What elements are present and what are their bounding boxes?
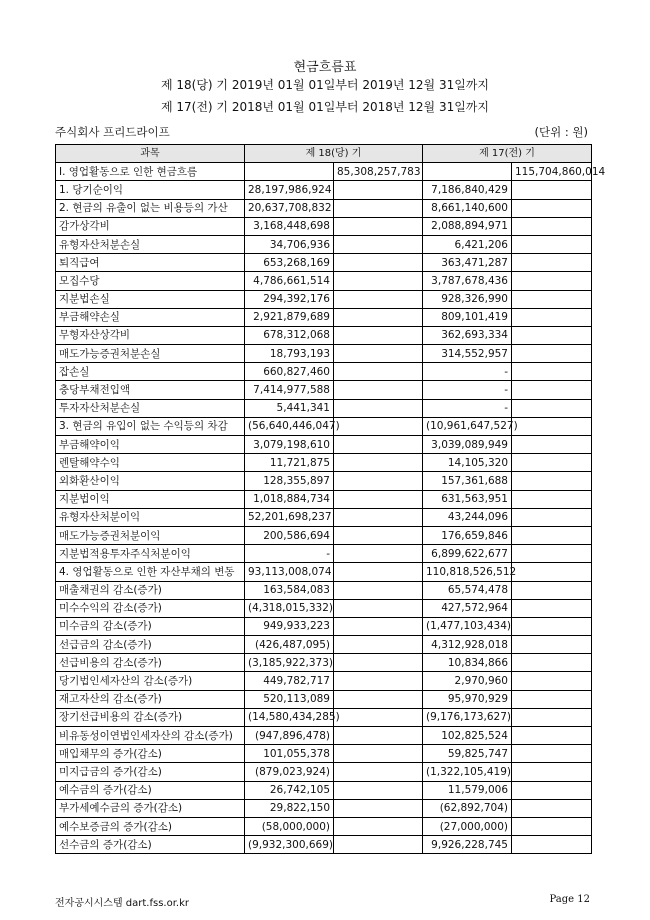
- row-label: Ⅰ. 영업활동으로 인한 현금흐름: [56, 163, 245, 181]
- prior-total-cell: [512, 508, 592, 526]
- current-total-cell: [334, 526, 423, 544]
- prior-detail-cell: 176,659,846: [423, 526, 512, 544]
- current-total-cell: [334, 745, 423, 763]
- prior-total-cell: [512, 345, 592, 363]
- table-row: [56, 727, 592, 745]
- current-total-cell: [334, 472, 423, 490]
- prior-detail-cell: 6,899,622,677: [423, 545, 512, 563]
- prior-total-cell: [512, 672, 592, 690]
- prior-total-cell: [512, 763, 592, 781]
- current-total-cell: [334, 181, 423, 199]
- prior-detail-cell: (10,961,647,527): [423, 417, 512, 435]
- table-row: [56, 417, 592, 435]
- current-detail-cell: 3,168,448,698: [245, 217, 334, 235]
- table-row: [56, 508, 592, 526]
- current-total-cell: [334, 690, 423, 708]
- prior-total-cell: [512, 799, 592, 817]
- prior-detail-cell: 362,693,334: [423, 326, 512, 344]
- prior-detail-cell: 6,421,206: [423, 235, 512, 253]
- current-total-cell: [334, 399, 423, 417]
- current-total-cell: [334, 345, 423, 363]
- current-detail-cell: 949,933,223: [245, 617, 334, 635]
- table-row: [56, 599, 592, 617]
- row-label: 지분법적용투자주식처분이익: [56, 545, 245, 563]
- prior-total-cell: [512, 617, 592, 635]
- prior-total-cell: [512, 781, 592, 799]
- table-row: [56, 654, 592, 672]
- prior-total-cell: [512, 581, 592, 599]
- table-row: [56, 672, 592, 690]
- header-current: 제 18(당) 기: [245, 145, 423, 163]
- table-row: [56, 363, 592, 381]
- current-detail-cell: 3,079,198,610: [245, 436, 334, 454]
- table-row: [56, 181, 592, 199]
- table-row: [56, 581, 592, 599]
- table-row: [56, 745, 592, 763]
- prior-detail-cell: (62,892,704): [423, 799, 512, 817]
- prior-total-cell: [512, 181, 592, 199]
- table-row: [56, 199, 592, 217]
- current-total-cell: [334, 490, 423, 508]
- row-label: 부가세예수금의 증가(감소): [56, 799, 245, 817]
- table-row: [56, 690, 592, 708]
- row-label: 감가상각비: [56, 217, 245, 235]
- prior-total-cell: [512, 308, 592, 326]
- current-detail-cell: 28,197,986,924: [245, 181, 334, 199]
- current-detail-cell: 18,793,193: [245, 345, 334, 363]
- current-detail-cell: 1,018,884,734: [245, 490, 334, 508]
- current-total-cell: [334, 708, 423, 726]
- current-detail-cell: 200,586,694: [245, 526, 334, 544]
- current-detail-cell: [245, 163, 334, 181]
- current-detail-cell: 5,441,341: [245, 399, 334, 417]
- table-row: [56, 308, 592, 326]
- current-total-cell: [334, 272, 423, 290]
- current-total-cell: [334, 781, 423, 799]
- prior-detail-cell: [423, 163, 512, 181]
- current-total-cell: [334, 563, 423, 581]
- table-header-row: [56, 145, 592, 163]
- current-total-cell: [334, 381, 423, 399]
- table-row: [56, 290, 592, 308]
- prior-total-cell: [512, 690, 592, 708]
- current-detail-cell: 653,268,169: [245, 254, 334, 272]
- table-row: [56, 472, 592, 490]
- table-row: [56, 563, 592, 581]
- prior-total-cell: [512, 817, 592, 835]
- prior-detail-cell: 95,970,929: [423, 690, 512, 708]
- table-row: [56, 817, 592, 835]
- prior-detail-cell: 11,579,006: [423, 781, 512, 799]
- prior-detail-cell: -: [423, 363, 512, 381]
- current-total-cell: [334, 727, 423, 745]
- table-row: [56, 345, 592, 363]
- footer-source: 전자공시시스템 dart.fss.or.kr: [55, 898, 189, 909]
- current-total-cell: [334, 617, 423, 635]
- header-prior: 제 17(전) 기: [423, 145, 592, 163]
- footer-page-number: Page 12: [549, 894, 590, 905]
- current-total-cell: [334, 235, 423, 253]
- row-label: 매도가능증권처분손실: [56, 345, 245, 363]
- current-detail-cell: -: [245, 545, 334, 563]
- table-body: [56, 163, 606, 854]
- prior-total-cell: [512, 254, 592, 272]
- table-row: [56, 836, 592, 854]
- row-label: 부금해약손실: [56, 308, 245, 326]
- prior-detail-cell: 59,825,747: [423, 745, 512, 763]
- current-detail-cell: 93,113,008,074: [245, 563, 334, 581]
- statement-title: 현금흐름표: [293, 60, 357, 75]
- current-detail-cell: 294,392,176: [245, 290, 334, 308]
- row-label: 매도가능증권처분이익: [56, 526, 245, 544]
- prior-detail-cell: 110,818,526,512: [423, 563, 512, 581]
- current-detail-cell: 520,113,089: [245, 690, 334, 708]
- prior-detail-cell: 157,361,688: [423, 472, 512, 490]
- prior-total-cell: 115,704,860,014: [512, 163, 592, 181]
- current-total-cell: [334, 817, 423, 835]
- prior-detail-cell: 631,563,951: [423, 490, 512, 508]
- prior-detail-cell: (1,477,103,434): [423, 617, 512, 635]
- row-label: 잡손실: [56, 363, 245, 381]
- row-label: 매출채권의 감소(증가): [56, 581, 245, 599]
- prior-total-cell: [512, 381, 592, 399]
- table-row: [56, 636, 592, 654]
- current-total-cell: [334, 199, 423, 217]
- table-row: [56, 272, 592, 290]
- current-total-cell: [334, 672, 423, 690]
- table-row: [56, 217, 592, 235]
- prior-total-cell: [512, 545, 592, 563]
- current-total-cell: [334, 436, 423, 454]
- table-row: [56, 235, 592, 253]
- prior-total-cell: [512, 472, 592, 490]
- current-total-cell: 85,308,257,783: [334, 163, 423, 181]
- current-total-cell: [334, 636, 423, 654]
- current-detail-cell: (879,023,924): [245, 763, 334, 781]
- prior-detail-cell: 314,552,957: [423, 345, 512, 363]
- prior-detail-cell: 427,572,964: [423, 599, 512, 617]
- current-detail-cell: (947,896,478): [245, 727, 334, 745]
- current-total-cell: [334, 308, 423, 326]
- period-current: 제 18(당) 기 2019년 01월 01일부터 2019년 12월 31일까지: [160, 78, 489, 92]
- table-row: [56, 326, 592, 344]
- table-row: [56, 381, 592, 399]
- row-label: 외화환산이익: [56, 472, 245, 490]
- table-row: [56, 708, 592, 726]
- prior-detail-cell: 4,312,928,018: [423, 636, 512, 654]
- current-detail-cell: 128,355,897: [245, 472, 334, 490]
- row-label: 선수금의 증가(감소): [56, 836, 245, 854]
- row-label: 선급비용의 감소(증가): [56, 654, 245, 672]
- prior-detail-cell: 2,970,960: [423, 672, 512, 690]
- current-total-cell: [334, 836, 423, 854]
- prior-total-cell: [512, 654, 592, 672]
- current-total-cell: [334, 217, 423, 235]
- row-label: 예수금의 증가(감소): [56, 781, 245, 799]
- current-detail-cell: (426,487,095): [245, 636, 334, 654]
- row-label: 선급금의 감소(증가): [56, 636, 245, 654]
- row-label: 1. 당기순이익: [56, 181, 245, 199]
- unit-label: (단위 : 원): [534, 125, 588, 139]
- table-row: [56, 163, 592, 181]
- current-detail-cell: 449,782,717: [245, 672, 334, 690]
- current-total-cell: [334, 326, 423, 344]
- current-detail-cell: 101,055,378: [245, 745, 334, 763]
- current-total-cell: [334, 454, 423, 472]
- current-detail-cell: (9,932,300,669): [245, 836, 334, 854]
- table-row: [56, 454, 592, 472]
- current-detail-cell: 52,201,698,237: [245, 508, 334, 526]
- current-detail-cell: (14,580,434,285): [245, 708, 334, 726]
- prior-total-cell: [512, 454, 592, 472]
- row-label: 미수수익의 감소(증가): [56, 599, 245, 617]
- prior-detail-cell: 8,661,140,600: [423, 199, 512, 217]
- current-total-cell: [334, 508, 423, 526]
- current-total-cell: [334, 545, 423, 563]
- prior-total-cell: [512, 199, 592, 217]
- current-detail-cell: (58,000,000): [245, 817, 334, 835]
- row-label: 비유동성이연법인세자산의 감소(증가): [56, 727, 245, 745]
- row-label: 매입채무의 증가(감소): [56, 745, 245, 763]
- prior-detail-cell: -: [423, 399, 512, 417]
- prior-total-cell: [512, 636, 592, 654]
- prior-detail-cell: 65,574,478: [423, 581, 512, 599]
- cash-flow-table: [55, 144, 606, 854]
- row-label: 장기선급비용의 감소(증가): [56, 708, 245, 726]
- prior-detail-cell: 809,101,419: [423, 308, 512, 326]
- period-prior: 제 17(전) 기 2018년 01월 01일부터 2018년 12월 31일까지: [160, 100, 489, 114]
- prior-total-cell: [512, 436, 592, 454]
- prior-total-cell: [512, 563, 592, 581]
- row-label: 4. 영업활동으로 인한 자산부채의 변동: [56, 563, 245, 581]
- current-detail-cell: (3,185,922,373): [245, 654, 334, 672]
- prior-detail-cell: 102,825,524: [423, 727, 512, 745]
- row-label: 3. 현금의 유입이 없는 수익등의 차감: [56, 417, 245, 435]
- current-detail-cell: 163,584,083: [245, 581, 334, 599]
- row-label: 당기법인세자산의 감소(증가): [56, 672, 245, 690]
- row-label: 투자자산처분손실: [56, 399, 245, 417]
- row-label: 렌탈해약수익: [56, 454, 245, 472]
- row-label: 퇴직급여: [56, 254, 245, 272]
- prior-total-cell: [512, 526, 592, 544]
- table-row: [56, 545, 592, 563]
- current-total-cell: [334, 799, 423, 817]
- row-label: 지분법손실: [56, 290, 245, 308]
- prior-total-cell: [512, 272, 592, 290]
- current-total-cell: [334, 654, 423, 672]
- prior-total-cell: [512, 363, 592, 381]
- prior-total-cell: [512, 399, 592, 417]
- row-label: 유형자산처분이익: [56, 508, 245, 526]
- row-label: 모집수당: [56, 272, 245, 290]
- prior-detail-cell: 14,105,320: [423, 454, 512, 472]
- prior-detail-cell: (27,000,000): [423, 817, 512, 835]
- row-label: 예수보증금의 증가(감소): [56, 817, 245, 835]
- current-total-cell: [334, 290, 423, 308]
- table-row: [56, 399, 592, 417]
- prior-detail-cell: (9,176,173,627): [423, 708, 512, 726]
- current-detail-cell: 660,827,460: [245, 363, 334, 381]
- table-row: [56, 763, 592, 781]
- prior-total-cell: [512, 235, 592, 253]
- current-detail-cell: 29,822,150: [245, 799, 334, 817]
- prior-total-cell: [512, 326, 592, 344]
- prior-detail-cell: 43,244,096: [423, 508, 512, 526]
- row-label: 미수금의 감소(증가): [56, 617, 245, 635]
- row-label: 무형자산상각비: [56, 326, 245, 344]
- current-total-cell: [334, 417, 423, 435]
- prior-detail-cell: 7,186,840,429: [423, 181, 512, 199]
- prior-detail-cell: -: [423, 381, 512, 399]
- prior-detail-cell: (1,322,105,419): [423, 763, 512, 781]
- prior-detail-cell: 363,471,287: [423, 254, 512, 272]
- row-label: 재고자산의 감소(증가): [56, 690, 245, 708]
- current-detail-cell: 7,414,977,588: [245, 381, 334, 399]
- company-name: 주식회사 프리드라이프: [55, 125, 170, 139]
- prior-total-cell: [512, 217, 592, 235]
- row-label: 2. 현금의 유출이 없는 비용등의 가산: [56, 199, 245, 217]
- prior-detail-cell: 3,787,678,436: [423, 272, 512, 290]
- prior-detail-cell: 3,039,089,949: [423, 436, 512, 454]
- current-total-cell: [334, 363, 423, 381]
- current-total-cell: [334, 599, 423, 617]
- row-label: 지분법이익: [56, 490, 245, 508]
- row-label: 유형자산처분손실: [56, 235, 245, 253]
- row-label: 충당부채전입액: [56, 381, 245, 399]
- current-detail-cell: 678,312,068: [245, 326, 334, 344]
- current-detail-cell: 11,721,875: [245, 454, 334, 472]
- table-row: [56, 436, 592, 454]
- prior-detail-cell: 9,926,228,745: [423, 836, 512, 854]
- prior-detail-cell: 2,088,894,971: [423, 217, 512, 235]
- row-label: 미지급금의 증가(감소): [56, 763, 245, 781]
- row-label: 부금해약이익: [56, 436, 245, 454]
- current-detail-cell: 34,706,936: [245, 235, 334, 253]
- current-total-cell: [334, 763, 423, 781]
- prior-total-cell: [512, 599, 592, 617]
- table-row: [56, 781, 592, 799]
- table-row: [56, 617, 592, 635]
- current-detail-cell: 2,921,879,689: [245, 308, 334, 326]
- prior-total-cell: [512, 417, 592, 435]
- prior-detail-cell: 10,834,866: [423, 654, 512, 672]
- header-item: 과목: [56, 145, 245, 163]
- current-detail-cell: (4,318,015,332): [245, 599, 334, 617]
- table-row: [56, 254, 592, 272]
- current-total-cell: [334, 254, 423, 272]
- table-row: [56, 490, 592, 508]
- current-detail-cell: (56,640,446,047): [245, 417, 334, 435]
- table-row: [56, 799, 592, 817]
- table-row: [56, 526, 592, 544]
- prior-total-cell: [512, 708, 592, 726]
- prior-detail-cell: 928,326,990: [423, 290, 512, 308]
- prior-total-cell: [512, 836, 592, 854]
- current-detail-cell: 4,786,661,514: [245, 272, 334, 290]
- prior-total-cell: [512, 727, 592, 745]
- current-detail-cell: 20,637,708,832: [245, 199, 334, 217]
- prior-total-cell: [512, 745, 592, 763]
- current-total-cell: [334, 581, 423, 599]
- prior-total-cell: [512, 490, 592, 508]
- current-detail-cell: 26,742,105: [245, 781, 334, 799]
- prior-total-cell: [512, 290, 592, 308]
